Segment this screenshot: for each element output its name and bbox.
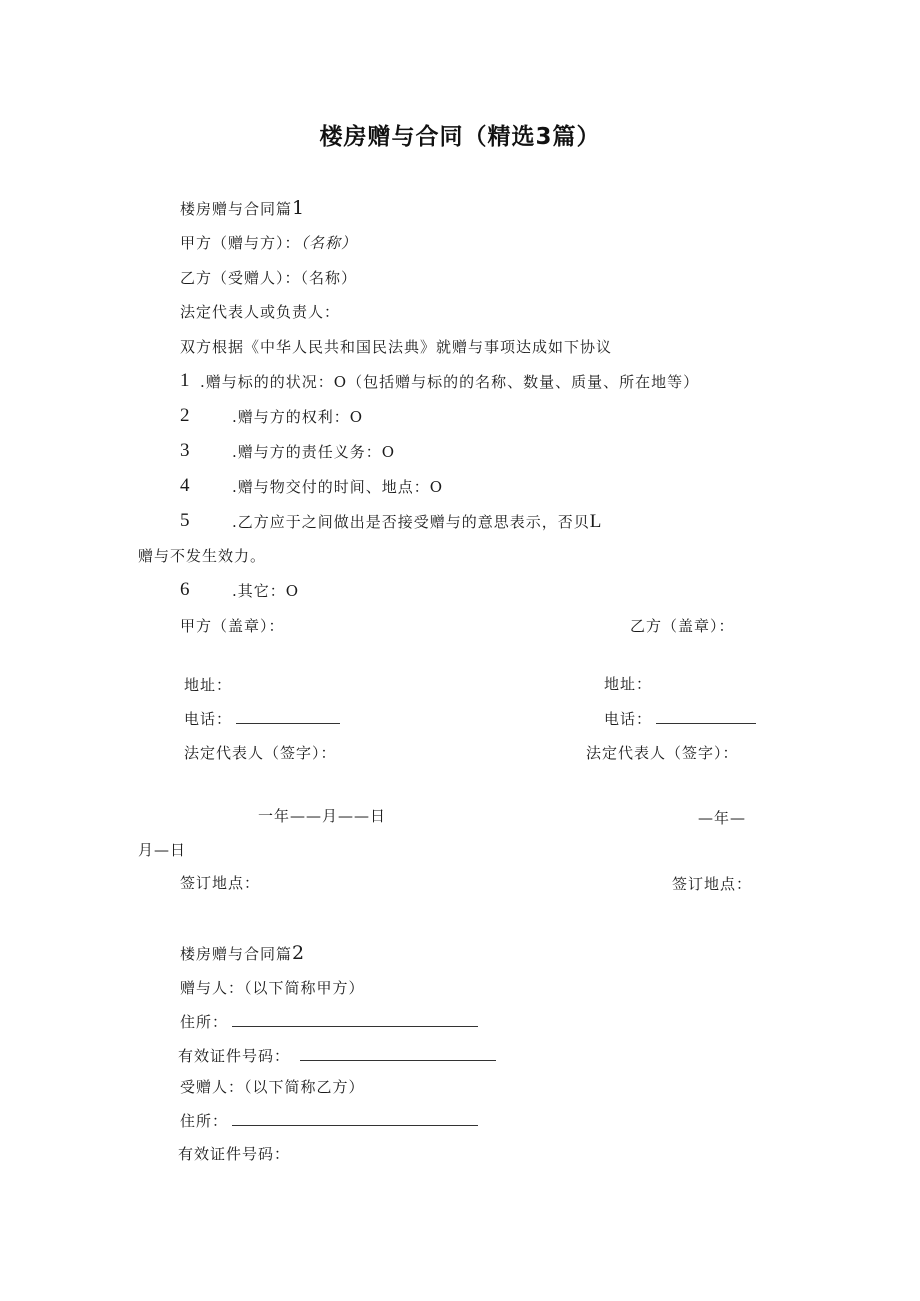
section2-heading-number: 2 [292,942,306,964]
donor-id-label: 有效证件号码： [178,1047,291,1065]
party-b-rep-label: 法定代表人（签字）： [586,744,739,762]
party-b-address-label: 地址： [604,675,653,693]
donor-address-label: 住所： [180,1013,229,1031]
donee-address-label: 住所： [180,1112,229,1130]
party-a-phone-label: 电话： [184,710,233,728]
section1-heading-text: 楼房赠与合同篇 [180,200,293,218]
party-a-value: （名称） [300,234,358,252]
item-text [232,512,602,532]
item-number: 5 [180,510,190,531]
party-a-sign-place: 签订地点： [180,874,261,892]
party-a-address-label: 地址： [184,676,233,694]
party-b-phone [604,709,756,729]
party-b-line: 乙方（受赠人）：（名称） [180,269,358,287]
item-text: .赠与物交付的时间、地点：O [232,478,444,496]
party-a-phone [184,709,340,729]
party-a-phone-blank [236,709,340,724]
item5-tail: L [589,511,603,532]
party-b-date-continuation: 月—日 [138,841,187,859]
section1-heading-number: 1 [292,197,306,219]
party-a-seal-label: 甲方（盖章）： [180,617,285,635]
item5-continuation: 赠与不发生效力。 [138,547,267,565]
party-b-phone-blank [656,709,756,724]
item-number: 1 [180,370,190,391]
donor-address-line [180,1012,478,1032]
donee-line: 受赠人：（以下简称乙方） [180,1078,365,1096]
intro-line: 双方根据《中华人民共和国民法典》就赠与事项达成如下协议 [180,338,613,356]
item-text: .赠与方的责任义务：O [232,443,396,461]
donor-address-blank [232,1012,478,1027]
item-text: .赠与方的权利：O [232,408,364,426]
section1-heading [180,198,305,219]
item-number: 4 [180,475,190,496]
donor-id-blank [300,1046,496,1061]
party-b-sign-place: 签订地点： [672,875,753,893]
item-number: 3 [180,440,190,461]
item-number: 6 [180,579,190,600]
section2-heading-text: 楼房赠与合同篇 [180,945,293,963]
donee-id-line: 有效证件号码： [178,1145,291,1163]
document-title: 楼房赠与合同（精选3篇） [319,124,601,150]
legal-rep-line: 法定代表人或负责人： [180,303,341,321]
donee-address-line [180,1111,478,1131]
party-a-label: 甲方（赠与方）： [180,234,301,252]
item-text: .赠与标的的状况：O（包括赠与标的的名称、数量、质量、所在地等） [200,373,700,391]
item-text: .其它：O [232,582,300,600]
party-a-line [180,233,357,253]
party-b-date: —年— [698,809,747,827]
party-a-rep-label: 法定代表人（签字）： [184,744,337,762]
donor-line: 赠与人：（以下简称甲方） [180,979,365,997]
party-a-date: 一年——月——日 [258,807,387,825]
donee-address-blank [232,1111,478,1126]
item-number: 2 [180,405,190,426]
party-b-seal-label: 乙方（盖章）： [630,617,735,635]
item5-text: .乙方应于之间做出是否接受赠与的意思表示，否贝 [232,513,590,531]
section2-heading [180,943,305,964]
party-b-phone-label: 电话： [604,710,653,728]
donor-id-line [178,1046,496,1066]
